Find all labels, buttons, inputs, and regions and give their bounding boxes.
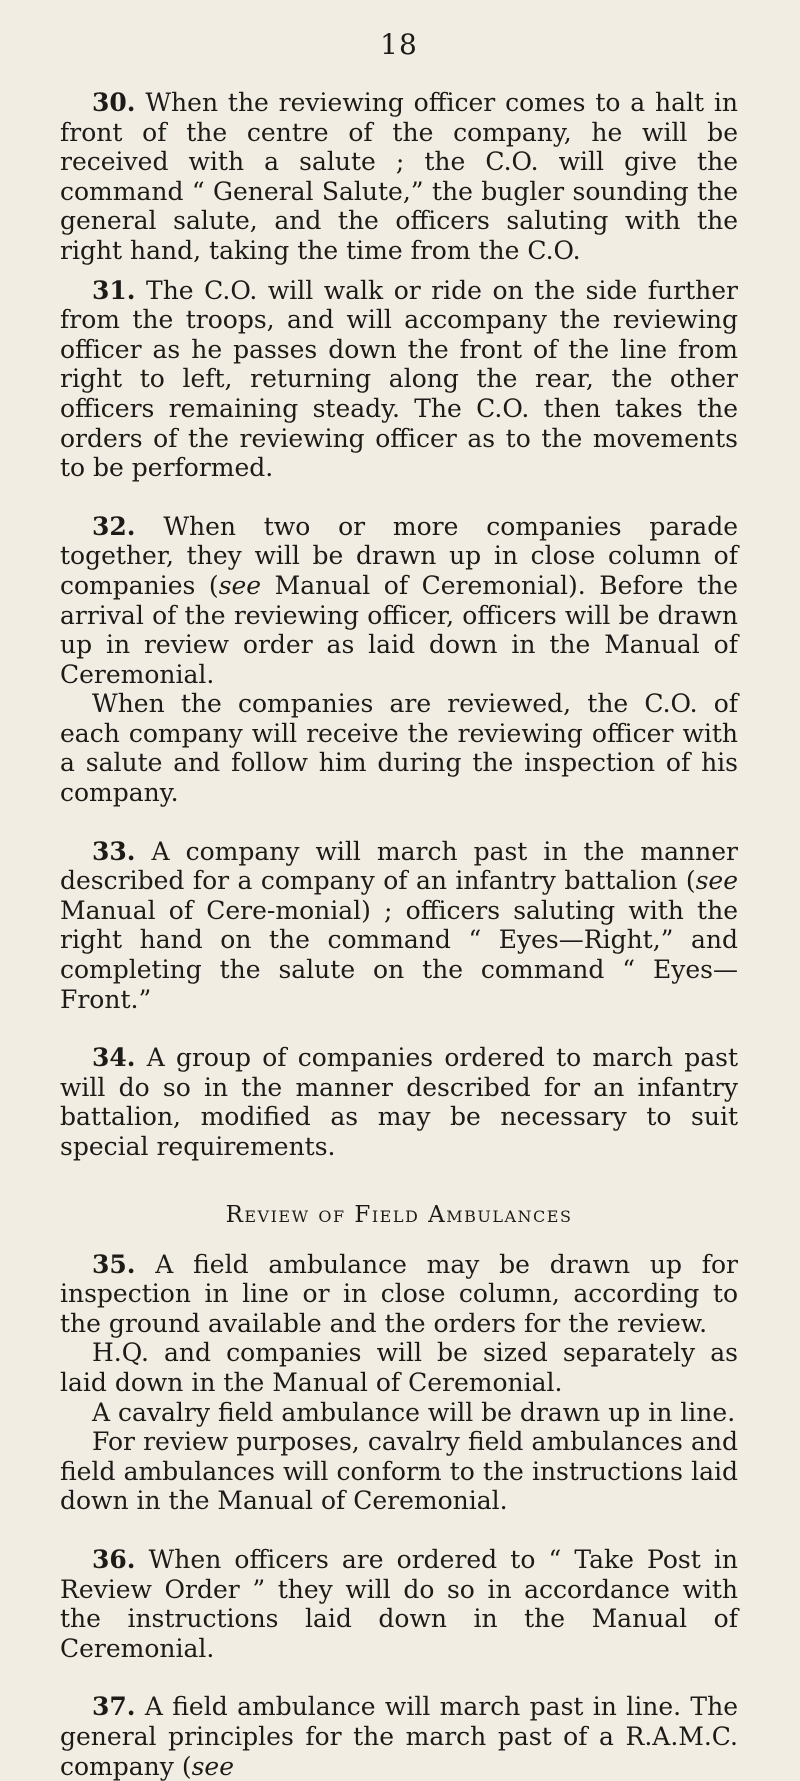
paragraph-34 xyxy=(60,1043,738,1161)
paragraph-35-continuation-2: A cavalry field ambulance will be drawn up in line. xyxy=(92,1397,736,1427)
paragraph-37: 37. A field ambulance will march past in line. The general principles for the march past of a R.A.M.C. company (see xyxy=(60,1692,738,1781)
paragraph-35-continuation-3: For review purposes, cavalry field ambulances and field ambulances will conform to the instructions laid down in the Manual of Ceremonial. xyxy=(60,1427,738,1516)
paragraph-text: A group of companies ordered to march past will do so in the manner described for an infantry battalion, modified as may be necessary to suit special requirements. xyxy=(60,1043,738,1161)
paragraph-36 xyxy=(60,1545,738,1663)
paragraph-number: 34. xyxy=(92,1043,136,1073)
paragraph-31 xyxy=(60,276,738,483)
paragraph-number: 33. xyxy=(92,836,136,866)
paragraph-text: The C.O. will walk or ride on the side further from the troops, and will accompany the reviewing officer as he passes down the front of the line from right to left, returning along the rear, the other officers remaining steady. The C.O. then takes the orders of the reviewing officer as to the movements to be performed. xyxy=(60,275,738,483)
paragraph-text: When officers are ordered to “ Take Post in Review Order ” they will do so in accordance with the instructions laid down in the Manual of Ceremonial. xyxy=(60,1544,738,1663)
paragraph-35 xyxy=(60,1250,738,1339)
paragraph-30 xyxy=(60,88,738,266)
paragraph-text: When the reviewing officer comes to a halt in front of the centre of the company, he will be received with a salute ; the C.O. will give the command “ General Salute,” the bugler sounding the general salute, and the officers saluting with the right hand, taking the time from the C.O. xyxy=(60,88,738,265)
paragraph-number: 37. xyxy=(92,1692,136,1722)
paragraph-number: 32. xyxy=(92,511,136,541)
paragraph-number: 31. xyxy=(92,275,136,305)
paragraph-text: A field ambulance may be drawn up for inspection in line or in close column, according to the ground available and the orders for the review. xyxy=(60,1249,738,1338)
paragraph-32-continuation: When the companies are reviewed, the C.O. of each company will receive the reviewing officer with a salute and follow him during the inspection of his company. xyxy=(60,689,738,808)
paragraph-number: 30. xyxy=(92,88,136,117)
paragraph-number: 35. xyxy=(92,1249,136,1279)
paragraph-33: 33. A company will march past in the manner described for a company of an infantry battalion (see Manual of Cere-monial) ; officers saluting with the right hand on the command “ Eyes—Right,” and completing the salute on the command “ Eyes—Front.” xyxy=(60,836,738,1014)
paragraph-32: 32. When two or more companies parade together, they will be drawn up in close column of companies (see Manual of Ceremonial). Before the arrival of the reviewing officer, officers will be drawn up in review order as laid down in the Manual of Ceremonial. xyxy=(60,511,738,689)
paragraph-number: 36. xyxy=(92,1544,136,1574)
paragraph-35-continuation-1: H.Q. and companies will be sized separately as laid down in the Manual of Ceremonial. xyxy=(60,1338,738,1397)
section-heading: Review of Field Ambulances xyxy=(225,1201,573,1228)
page-number: 18 xyxy=(380,28,418,61)
